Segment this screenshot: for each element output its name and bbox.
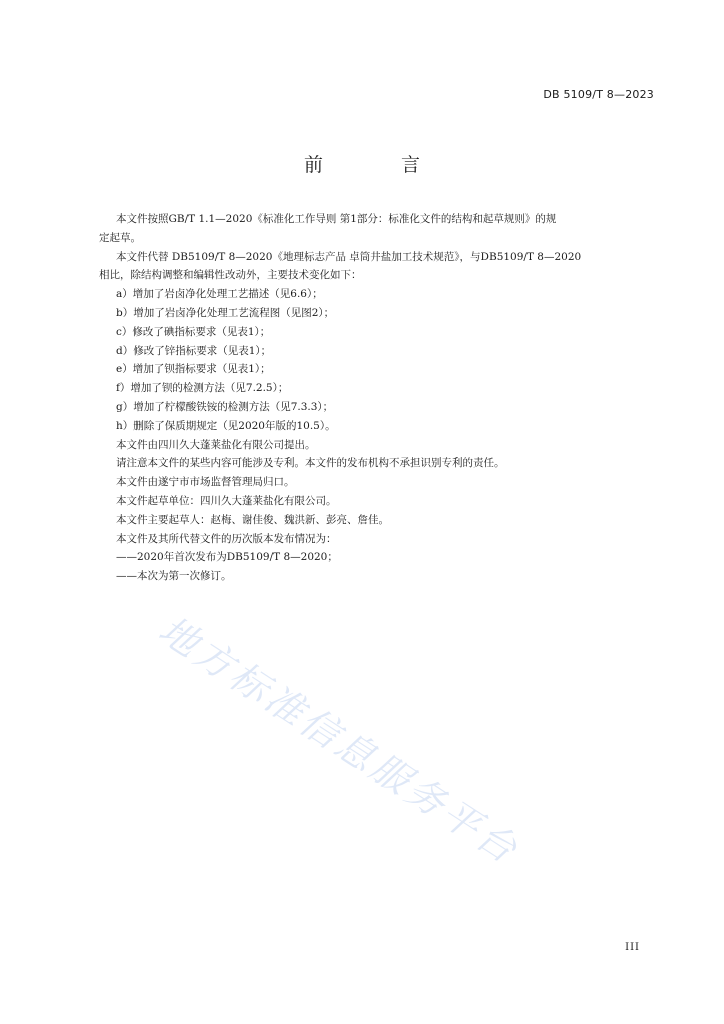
change-item: d）修改了锌指标要求（见表1）； — [116, 344, 272, 357]
history-item: ——本次为第一次修订。 — [116, 570, 232, 583]
change-item: f）增加了钡的检测方法（见7.2.5）； — [116, 382, 289, 395]
paragraph-line: 本文件起草单位：四川久大蓬莱盐化有限公司。 — [116, 494, 337, 507]
change-item: h）删除了保质期规定（见2020年版的10.5）。 — [116, 419, 336, 432]
change-item: e）增加了钡指标要求（见表1）； — [116, 363, 271, 376]
change-item: b）增加了岩卤净化处理工艺流程图（见图2）； — [116, 306, 335, 319]
foreword-body — [99, 210, 656, 586]
paragraph-line: 本文件由四川久大蓬莱盐化有限公司提出。 — [116, 438, 316, 451]
page-number: III — [625, 942, 640, 953]
change-item: a）增加了岩卤净化处理工艺描述（见6.6）； — [116, 288, 323, 301]
change-item: c）修改了碘指标要求（见表1）； — [116, 325, 271, 338]
paragraph-line: 本文件及其所代替文件的历次版本发布情况为： — [116, 532, 337, 545]
paragraph-line: 请注意本文件的某些内容可能涉及专利。本文件的发布机构不承担识别专利的责任。 — [116, 457, 505, 470]
change-item: g）增加了柠檬酸铁铵的检测方法（见7.3.3）； — [116, 400, 334, 413]
paragraph-line: 相比，除结构调整和编辑性改动外，主要技术变化如下： — [99, 269, 362, 282]
history-item: ——2020年首次发布为DB5109/T 8—2020； — [116, 551, 338, 564]
watermark: 地方标准信息服务平台 — [151, 607, 528, 874]
paragraph-line: 本文件主要起草人：赵梅、谢佳俊、魏洪新、彭亮、詹佳。 — [116, 513, 389, 526]
page-title: 前 言 — [303, 154, 457, 176]
document-code: DB 5109/T 8—2023 — [543, 88, 654, 101]
paragraph-line: 定起草。 — [99, 231, 141, 244]
paragraph-line: 本文件代替 DB5109/T 8—2020《地理标志产品 卓筒井盐加工技术规范》，与DB5109/T 8—2020 — [116, 250, 582, 263]
paragraph-line: 本文件按照GB/T 1.1—2020《标准化工作导则 第1部分：标准化文件的结构和起草规则》的规 — [116, 213, 557, 225]
paragraph-line: 本文件由遂宁市市场监督管理局归口。 — [116, 476, 295, 489]
